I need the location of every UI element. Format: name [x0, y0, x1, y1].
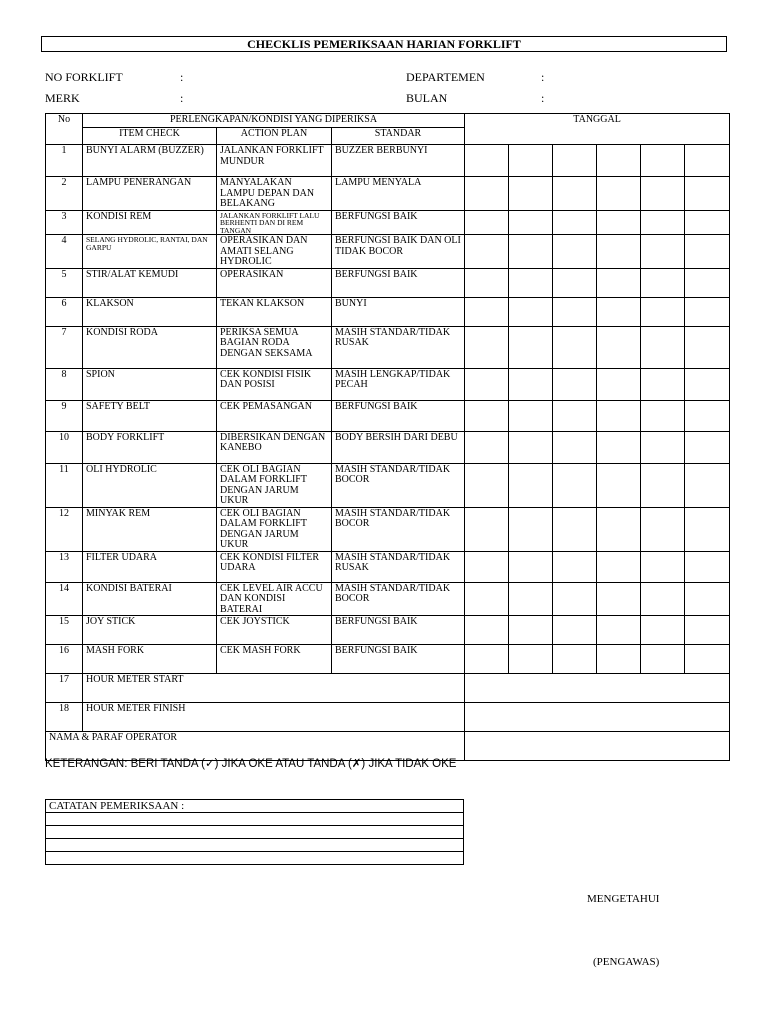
item-check-cell: SAFETY BELT	[83, 400, 217, 431]
tanggal-check-cell[interactable]	[641, 326, 685, 368]
tanggal-check-cell[interactable]	[553, 551, 597, 582]
tanggal-check-cell[interactable]	[641, 235, 685, 269]
tanggal-check-cell[interactable]	[509, 582, 553, 616]
row-no: 16	[46, 645, 83, 674]
tanggal-check-cell[interactable]	[553, 297, 597, 326]
item-check-cell: OLI HYDROLIC	[83, 463, 217, 507]
table-row	[46, 368, 730, 400]
table-row	[46, 582, 730, 616]
tanggal-check-cell[interactable]	[553, 400, 597, 431]
tanggal-check-cell[interactable]	[509, 297, 553, 326]
standar-cell: BERFUNGSI BAIK	[332, 645, 465, 674]
header-action-plan: ACTION PLAN	[217, 128, 332, 145]
tanggal-check-cell[interactable]	[465, 235, 509, 269]
tanggal-check-cell[interactable]	[641, 551, 685, 582]
action-plan-cell: CEK MASH FORK	[217, 645, 332, 674]
tanggal-check-cell[interactable]	[597, 400, 641, 431]
table-row	[46, 507, 730, 551]
tanggal-check-cell[interactable]	[553, 368, 597, 400]
item-check-cell: KONDISI REM	[83, 210, 217, 235]
tanggal-check-cell[interactable]	[597, 507, 641, 551]
tanggal-check-cell[interactable]	[641, 507, 685, 551]
row-no: 5	[46, 268, 83, 297]
tanggal-check-cell[interactable]	[641, 431, 685, 463]
item-check-cell: KONDISI BATERAI	[83, 582, 217, 616]
tanggal-check-cell[interactable]	[509, 551, 553, 582]
tanggal-check-cell[interactable]	[685, 177, 730, 211]
standar-cell: MASIH STANDAR/TIDAK RUSAK	[332, 326, 465, 368]
standar-cell: BERFUNGSI BAIK	[332, 400, 465, 431]
row-no: 6	[46, 297, 83, 326]
standar-cell: MASIH STANDAR/TIDAK BOCOR	[332, 507, 465, 551]
tanggal-check-cell[interactable]	[465, 268, 509, 297]
tanggal-check-cell[interactable]	[465, 551, 509, 582]
tanggal-check-cell[interactable]	[641, 400, 685, 431]
header-standar: STANDAR	[332, 128, 465, 145]
standar-cell: BUNYI	[332, 297, 465, 326]
hour-meter-label: HOUR METER START	[83, 674, 465, 703]
tanggal-check-cell[interactable]	[641, 616, 685, 645]
action-plan-cell: MANYALAKAN LAMPU DEPAN DAN BELAKANG	[217, 177, 332, 211]
tanggal-check-cell[interactable]	[597, 145, 641, 177]
row-no: 4	[46, 235, 83, 269]
tanggal-check-cell[interactable]	[685, 551, 730, 582]
form-title: CHECKLIS PEMERIKSAAN HARIAN FORKLIFT	[41, 36, 727, 52]
bulan-colon: :	[541, 91, 545, 105]
tanggal-check-cell[interactable]	[509, 645, 553, 674]
tanggal-check-cell[interactable]	[685, 268, 730, 297]
tanggal-check-cell[interactable]	[685, 297, 730, 326]
row-no: 8	[46, 368, 83, 400]
standar-cell: BERFUNGSI BAIK	[332, 210, 465, 235]
row-no: 10	[46, 431, 83, 463]
tanggal-check-cell[interactable]	[553, 235, 597, 269]
tanggal-check-cell[interactable]	[685, 400, 730, 431]
tanggal-check-cell[interactable]	[597, 177, 641, 211]
action-plan-cell: JALANKAN FORKLIFT LALU BERHENTI DAN DI REM TANGAN	[217, 210, 332, 235]
tanggal-check-cell[interactable]	[553, 463, 597, 507]
hour-meter-value-cell[interactable]	[465, 674, 730, 703]
item-check-cell: FILTER UDARA	[83, 551, 217, 582]
operator-signature-cell[interactable]	[465, 732, 730, 761]
item-check-cell: SELANG HYDROLIC, RANTAI, DAN GARPU	[83, 235, 217, 269]
tanggal-check-cell[interactable]	[641, 297, 685, 326]
mengetahui-label: MENGETAHUI	[587, 893, 660, 905]
tanggal-check-cell[interactable]	[597, 551, 641, 582]
tanggal-check-cell[interactable]	[641, 582, 685, 616]
tanggal-check-cell[interactable]	[685, 326, 730, 368]
departemen-label: DEPARTEMEN	[406, 70, 485, 84]
tanggal-check-cell[interactable]	[685, 463, 730, 507]
header-perlengkapan: PERLENGKAPAN/KONDISI YANG DIPERIKSA	[83, 114, 465, 128]
tanggal-check-cell[interactable]	[597, 210, 641, 235]
action-plan-cell: CEK KONDISI FISIK DAN POSISI	[217, 368, 332, 400]
tanggal-check-cell[interactable]	[597, 268, 641, 297]
header-item-check: ITEM CHECK	[83, 128, 217, 145]
tanggal-check-cell[interactable]	[553, 210, 597, 235]
action-plan-cell: TEKAN KLAKSON	[217, 297, 332, 326]
tanggal-check-cell[interactable]	[509, 507, 553, 551]
tanggal-check-cell[interactable]	[685, 645, 730, 674]
item-check-cell: KONDISI RODA	[83, 326, 217, 368]
tanggal-check-cell[interactable]	[465, 145, 509, 177]
merk-colon: :	[180, 91, 184, 105]
header-no: No	[46, 114, 83, 145]
row-no: 17	[46, 674, 83, 703]
item-check-cell: BODY FORKLIFT	[83, 431, 217, 463]
table-row	[46, 235, 730, 269]
tanggal-check-cell[interactable]	[597, 235, 641, 269]
action-plan-cell: CEK PEMASANGAN	[217, 400, 332, 431]
row-no: 7	[46, 326, 83, 368]
pengawas-label: (PENGAWAS)	[593, 956, 660, 968]
row-no: 14	[46, 582, 83, 616]
tanggal-check-cell[interactable]	[509, 177, 553, 211]
row-no: 1	[46, 145, 83, 177]
row-no: 2	[46, 177, 83, 211]
tanggal-check-cell[interactable]	[465, 177, 509, 211]
tanggal-check-cell[interactable]	[641, 210, 685, 235]
table-row	[46, 145, 730, 177]
table-row	[46, 326, 730, 368]
tanggal-check-cell[interactable]	[465, 210, 509, 235]
tanggal-check-cell[interactable]	[465, 368, 509, 400]
standar-cell: BUZZER BERBUNYI	[332, 145, 465, 177]
row-no: 13	[46, 551, 83, 582]
catatan-label: CATATAN PEMERIKSAAN :	[46, 800, 464, 813]
table-row	[46, 177, 730, 211]
tanggal-check-cell[interactable]	[465, 326, 509, 368]
tanggal-check-cell[interactable]	[685, 210, 730, 235]
action-plan-cell: CEK KONDISI FILTER UDARA	[217, 551, 332, 582]
table-row	[46, 551, 730, 582]
tanggal-check-cell[interactable]	[553, 507, 597, 551]
item-check-cell: MINYAK REM	[83, 507, 217, 551]
tanggal-check-cell[interactable]	[597, 645, 641, 674]
tanggal-check-cell[interactable]	[465, 645, 509, 674]
tanggal-check-cell[interactable]	[597, 582, 641, 616]
tanggal-check-cell[interactable]	[553, 268, 597, 297]
standar-cell: LAMPU MENYALA	[332, 177, 465, 211]
tanggal-check-cell[interactable]	[509, 400, 553, 431]
tanggal-check-cell[interactable]	[685, 368, 730, 400]
standar-cell: BERFUNGSI BAIK	[332, 616, 465, 645]
tanggal-check-cell[interactable]	[597, 463, 641, 507]
tanggal-check-cell[interactable]	[465, 431, 509, 463]
tanggal-check-cell[interactable]	[553, 645, 597, 674]
tanggal-check-cell[interactable]	[509, 268, 553, 297]
standar-cell: MASIH STANDAR/TIDAK RUSAK	[332, 551, 465, 582]
tanggal-check-cell[interactable]	[465, 616, 509, 645]
table-row	[46, 400, 730, 431]
standar-cell: MASIH STANDAR/TIDAK BOCOR	[332, 582, 465, 616]
tanggal-check-cell[interactable]	[553, 431, 597, 463]
hour-meter-label: HOUR METER FINISH	[83, 703, 465, 732]
tanggal-check-cell[interactable]	[465, 507, 509, 551]
table-row	[46, 703, 730, 732]
no-forklift-colon: :	[180, 70, 184, 84]
table-row	[46, 674, 730, 703]
row-no: 9	[46, 400, 83, 431]
tanggal-check-cell[interactable]	[509, 463, 553, 507]
item-check-cell: SPION	[83, 368, 217, 400]
row-no: 11	[46, 463, 83, 507]
tanggal-check-cell[interactable]	[685, 616, 730, 645]
table-row	[46, 297, 730, 326]
tanggal-check-cell[interactable]	[553, 582, 597, 616]
item-check-cell: KLAKSON	[83, 297, 217, 326]
standar-cell: MASIH LENGKAP/TIDAK PECAH	[332, 368, 465, 400]
tanggal-check-cell[interactable]	[641, 645, 685, 674]
table-row	[46, 463, 730, 507]
tanggal-check-cell[interactable]	[553, 177, 597, 211]
tanggal-check-cell[interactable]	[509, 368, 553, 400]
tanggal-check-cell[interactable]	[685, 235, 730, 269]
action-plan-cell: CEK JOYSTICK	[217, 616, 332, 645]
table-row	[46, 210, 730, 235]
tanggal-check-cell[interactable]	[553, 616, 597, 645]
catatan-line[interactable]	[46, 839, 464, 852]
action-plan-cell: JALANKAN FORKLIFT MUNDUR	[217, 145, 332, 177]
tanggal-check-cell[interactable]	[509, 616, 553, 645]
standar-cell: MASIH STANDAR/TIDAK BOCOR	[332, 463, 465, 507]
header-tanggal: TANGGAL	[465, 114, 730, 145]
action-plan-cell: OPERASIKAN DAN AMATI SELANG HYDROLIC	[217, 235, 332, 269]
catatan-table	[45, 799, 464, 865]
tanggal-check-cell[interactable]	[641, 268, 685, 297]
action-plan-cell: CEK OLI BAGIAN DALAM FORKLIFT DENGAN JARUM UKUR	[217, 507, 332, 551]
tanggal-check-cell[interactable]	[553, 326, 597, 368]
operator-label: NAMA & PARAF OPERATOR	[46, 732, 465, 761]
row-no: 15	[46, 616, 83, 645]
no-forklift-label: NO FORKLIFT	[45, 70, 123, 84]
checklist-table	[45, 113, 730, 761]
tanggal-check-cell[interactable]	[685, 431, 730, 463]
tanggal-check-cell[interactable]	[509, 210, 553, 235]
tanggal-check-cell[interactable]	[597, 368, 641, 400]
item-check-cell: LAMPU PENERANGAN	[83, 177, 217, 211]
table-row	[46, 431, 730, 463]
tanggal-check-cell[interactable]	[509, 235, 553, 269]
tanggal-check-cell[interactable]	[685, 507, 730, 551]
tanggal-check-cell[interactable]	[597, 326, 641, 368]
tanggal-check-cell[interactable]	[553, 145, 597, 177]
standar-cell: BODY BERSIH DARI DEBU	[332, 431, 465, 463]
tanggal-check-cell[interactable]	[509, 431, 553, 463]
tanggal-check-cell[interactable]	[465, 582, 509, 616]
merk-label: MERK	[45, 91, 80, 105]
action-plan-cell: OPERASIKAN	[217, 268, 332, 297]
tanggal-check-cell[interactable]	[465, 297, 509, 326]
item-check-cell: BUNYI ALARM (BUZZER)	[83, 145, 217, 177]
catatan-line[interactable]	[46, 813, 464, 826]
tanggal-check-cell[interactable]	[465, 400, 509, 431]
bulan-label: BULAN	[406, 91, 448, 105]
tanggal-check-cell[interactable]	[509, 145, 553, 177]
item-check-cell: MASH FORK	[83, 645, 217, 674]
tanggal-check-cell[interactable]	[597, 297, 641, 326]
tanggal-check-cell[interactable]	[597, 616, 641, 645]
hour-meter-value-cell[interactable]	[465, 703, 730, 732]
row-no: 18	[46, 703, 83, 732]
tanggal-check-cell[interactable]	[685, 582, 730, 616]
action-plan-cell: DIBERSIKAN DENGAN KANEBO	[217, 431, 332, 463]
tanggal-check-cell[interactable]	[509, 326, 553, 368]
table-row	[46, 645, 730, 674]
tanggal-check-cell[interactable]	[641, 177, 685, 211]
standar-cell: BERFUNGSI BAIK	[332, 268, 465, 297]
action-plan-cell: CEK OLI BAGIAN DALAM FORKLIFT DENGAN JARUM UKUR	[217, 463, 332, 507]
catatan-line[interactable]	[46, 852, 464, 865]
tanggal-check-cell[interactable]	[641, 368, 685, 400]
tanggal-check-cell[interactable]	[641, 463, 685, 507]
action-plan-cell: PERIKSA SEMUA BAGIAN RODA DENGAN SEKSAMA	[217, 326, 332, 368]
tanggal-check-cell[interactable]	[465, 463, 509, 507]
item-check-cell: JOY STICK	[83, 616, 217, 645]
departemen-colon: :	[541, 70, 545, 84]
tanggal-check-cell[interactable]	[641, 145, 685, 177]
keterangan-note: KETERANGAN: BERI TANDA (✓) JIKA OKE ATAU TANDA (✗) JIKA TIDAK OKE	[45, 758, 457, 770]
tanggal-check-cell[interactable]	[597, 431, 641, 463]
row-no: 3	[46, 210, 83, 235]
tanggal-check-cell[interactable]	[685, 145, 730, 177]
standar-cell: BERFUNGSI BAIK DAN OLI TIDAK BOCOR	[332, 235, 465, 269]
row-no: 12	[46, 507, 83, 551]
table-row	[46, 268, 730, 297]
item-check-cell: STIR/ALAT KEMUDI	[83, 268, 217, 297]
table-row	[46, 616, 730, 645]
catatan-line[interactable]	[46, 826, 464, 839]
action-plan-cell: CEK LEVEL AIR ACCU DAN KONDISI BATERAI	[217, 582, 332, 616]
